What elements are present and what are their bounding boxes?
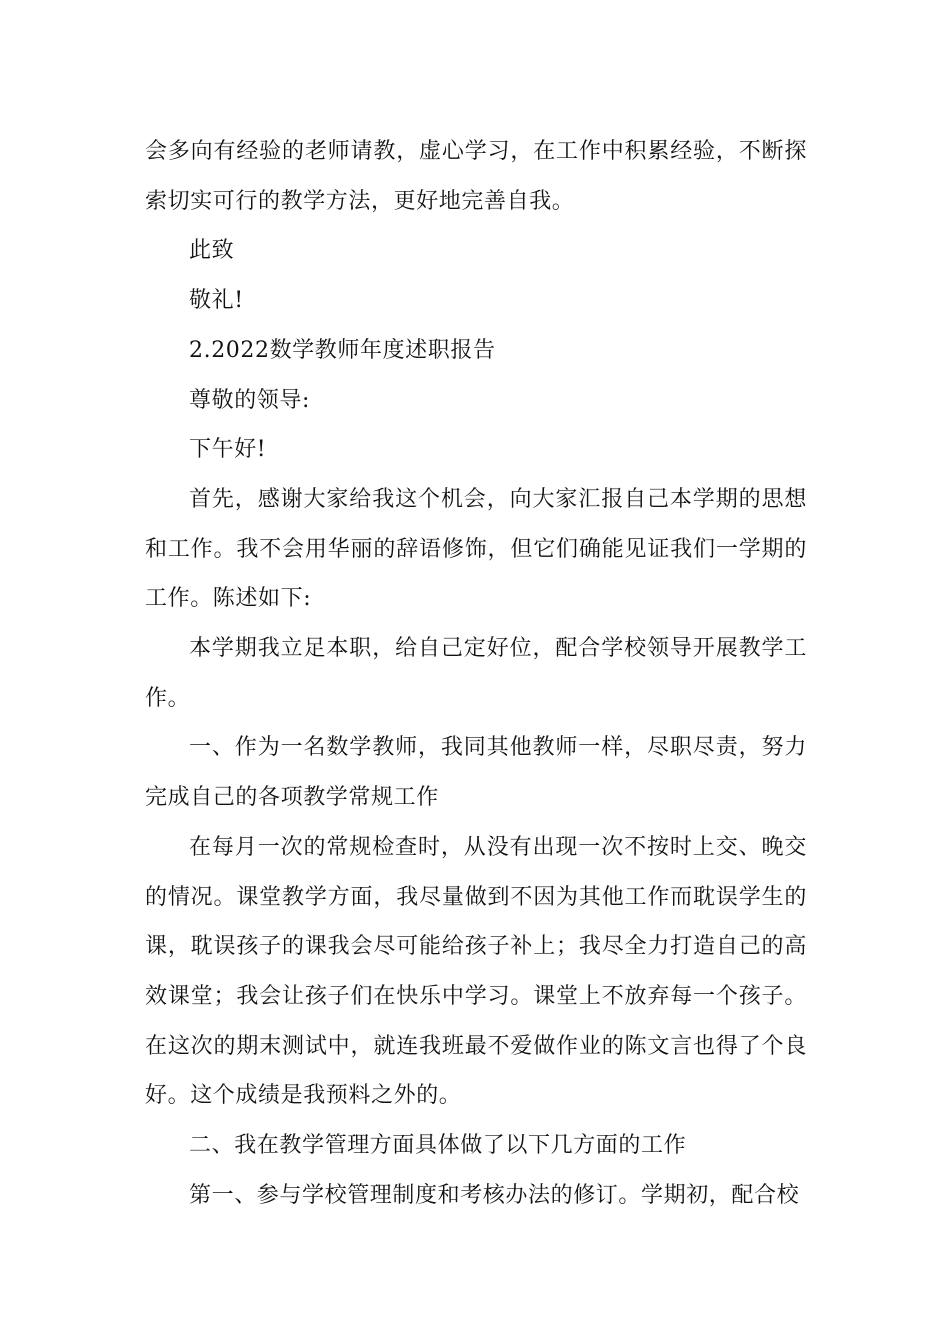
paragraph-greeting-addressee: 尊敬的领导: [189,387,311,413]
paragraph-regards: 敬礼! [189,288,244,314]
paragraph-continued: 会多向有经验的老师请教，虚心学习，在工作中积累经验，不断探索切实可行的教学方法，更好地完善自我。 [145,139,807,214]
paragraph-management: 第一、参与学校管理制度和考核办法的修订。学期初，配合校 [189,1182,800,1208]
paragraph-routine-work: 在每月一次的常规检查时，从没有出现一次不按时上交、晚交的情况。课堂教学方面，我尽量做到不因为其他工作而耽误学生的课，耽误孩子的课我会尽可能给孩子补上；我尽全力打造自己的高效课堂；我会让孩子们在快乐中学习。课堂上不放弃每一个孩子。在这次的期末测试中，就连我班最不爱做作业的陈文言也得了个良好。这个成绩是我预料之外的。 [145,834,807,1109]
document-body [145,127,807,1220]
paragraph-position: 本学期我立足本职，给自己定好位，配合学校领导开展教学工作。 [145,636,807,711]
subheading-one: 一、作为一名数学教师，我同其他教师一样，尽职尽责，努力完成自己的各项教学常规工作 [145,735,807,811]
paragraph-intro: 首先，感谢大家给我这个机会，向大家汇报自己本学期的思想和工作。我不会用华丽的辞语修饰，但它们确能见证我们一学期的工作。陈述如下: [145,486,807,612]
subheading-two: 二、我在教学管理方面具体做了以下几方面的工作 [189,1133,687,1159]
section-heading: 2.2022数学教师年度述职报告 [189,337,496,363]
paragraph-greeting: 下午好! [189,437,267,463]
paragraph-closing-salutation: 此致 [189,238,235,264]
